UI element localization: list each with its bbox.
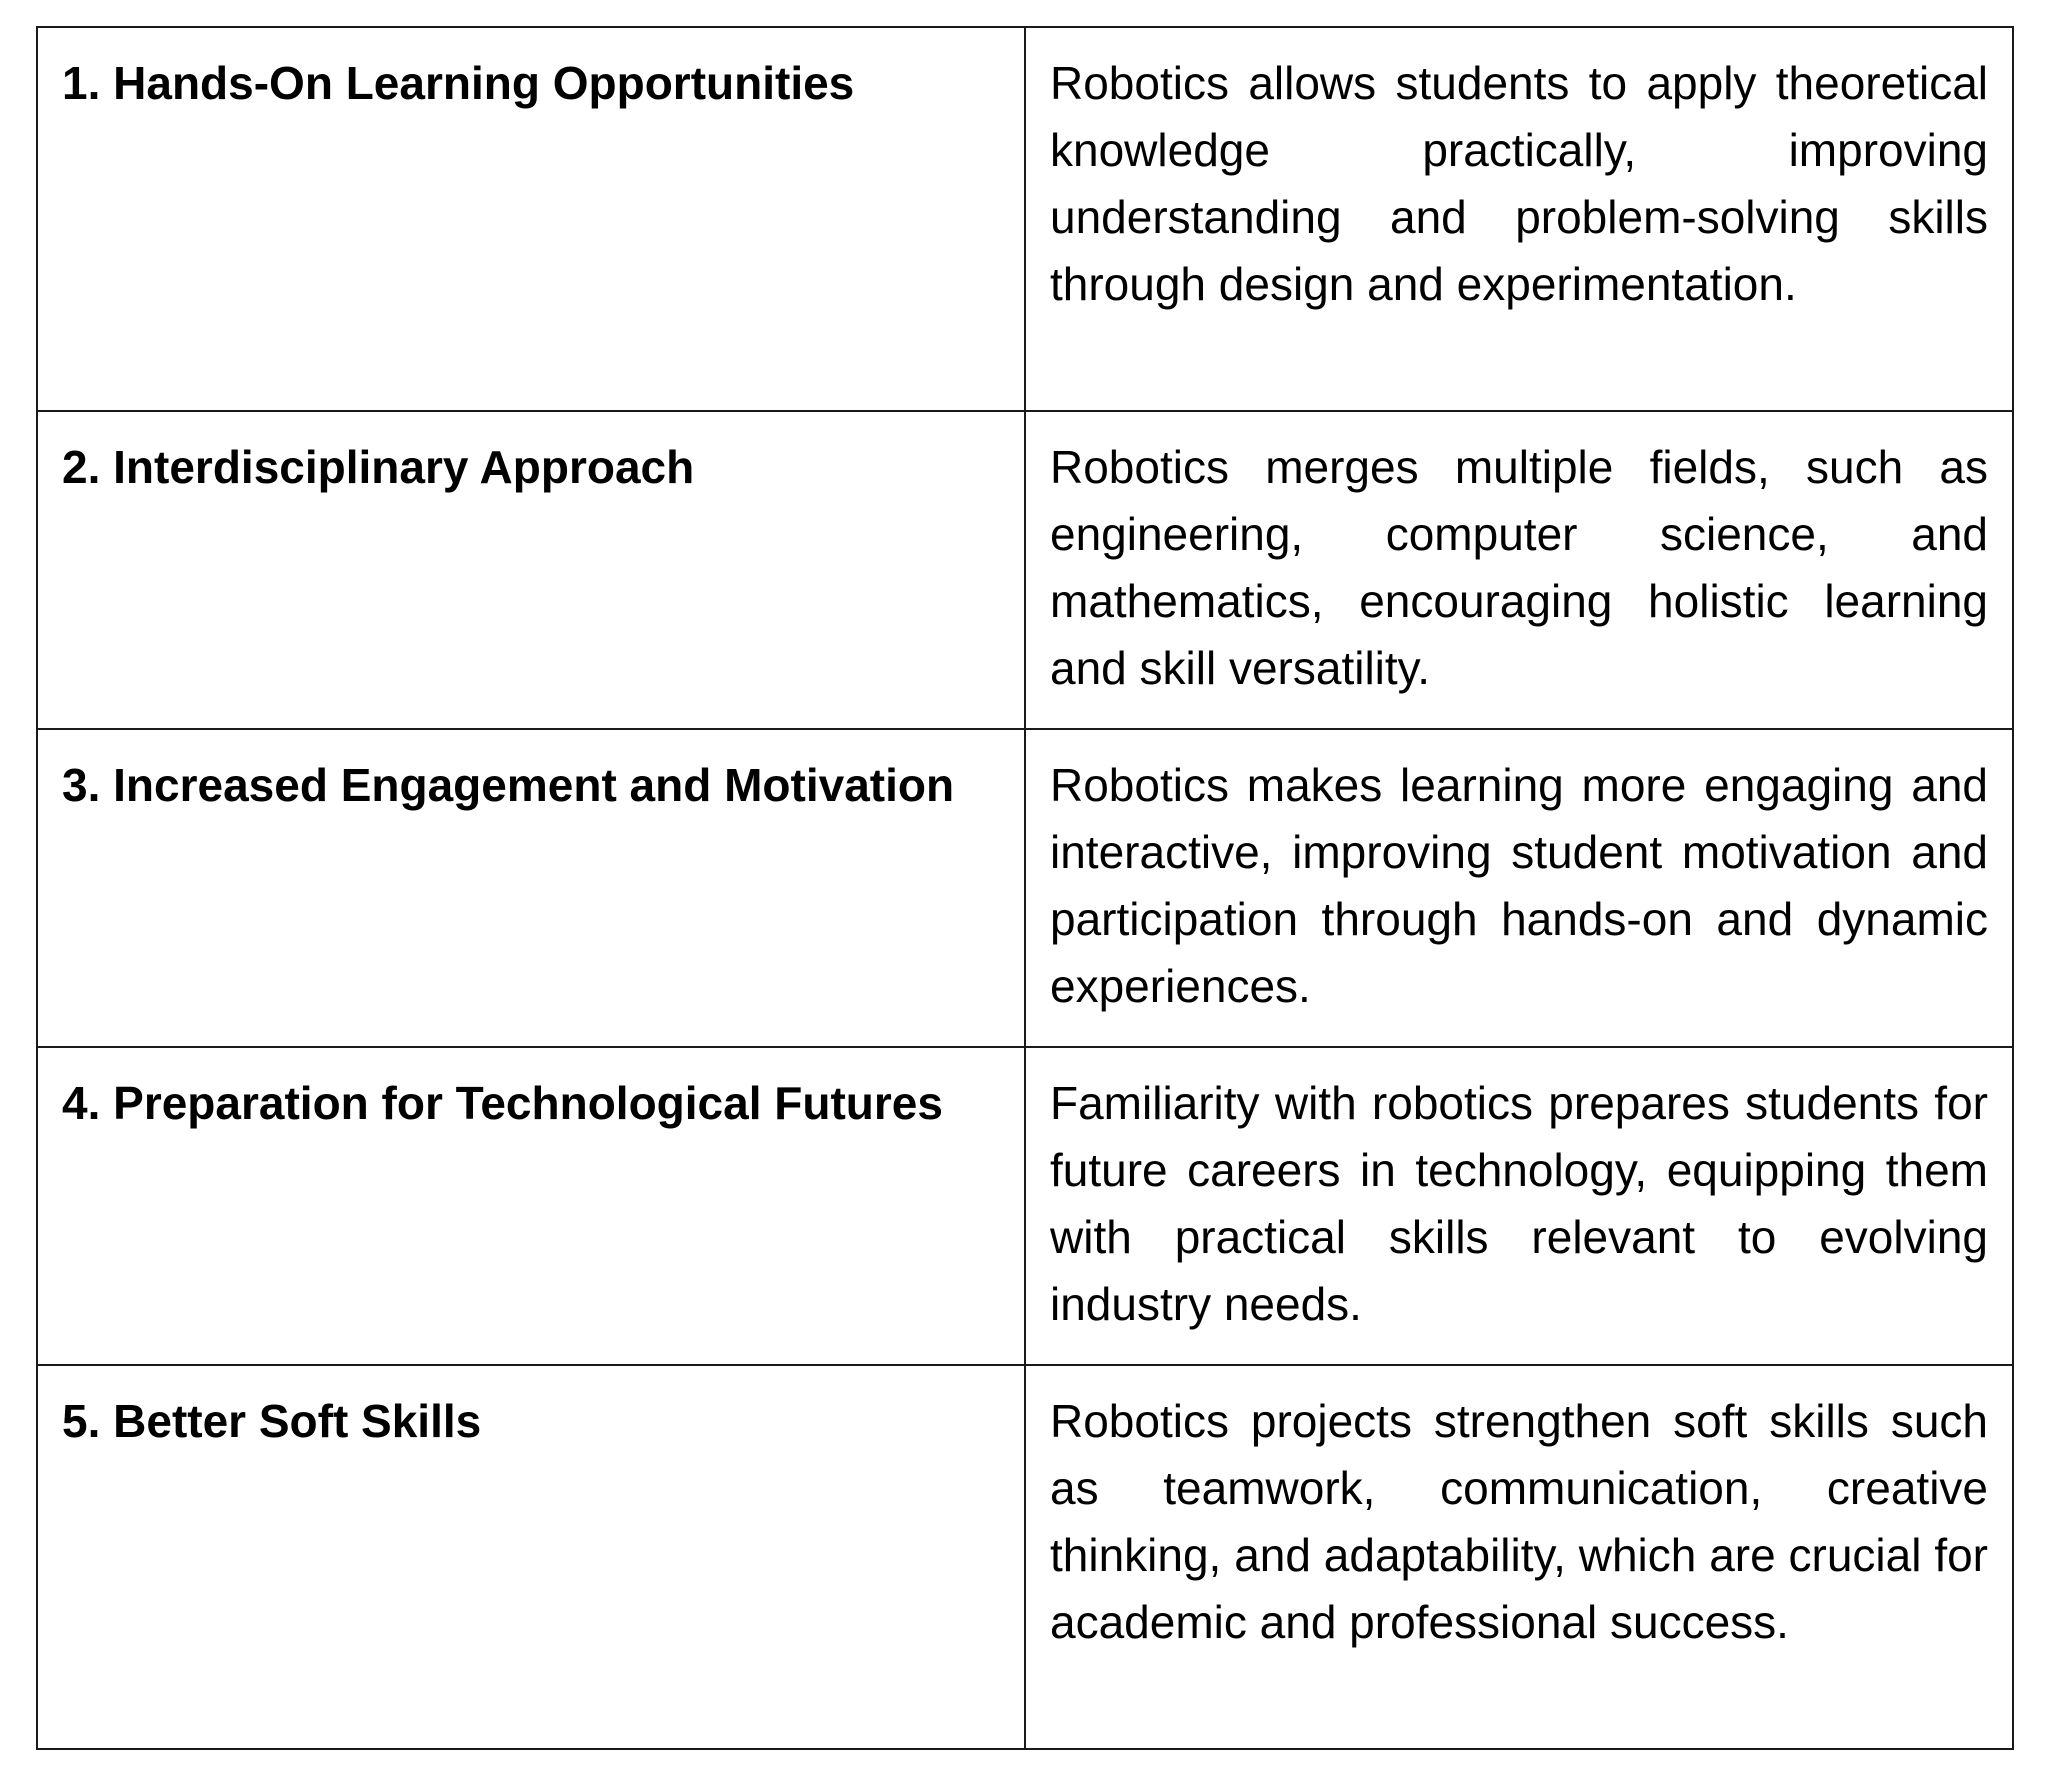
table-row — [37, 729, 2013, 1047]
benefits-table — [36, 26, 2014, 1750]
benefit-cell: 4. Preparation for Technological Futures — [37, 1047, 1025, 1365]
description-cell: Robotics projects strengthen soft skills such as teamwork, communication, creative thinking, and adaptability, which are crucial for academic and professional success. — [1025, 1365, 2013, 1749]
benefit-cell: 1. Hands-On Learning Opportunities — [37, 27, 1025, 411]
description-cell: Robotics makes learning more engaging and interactive, improving student motivation and participation through hands-on and dynamic experiences. — [1025, 729, 2013, 1047]
table-row — [37, 1047, 2013, 1365]
benefit-cell: 2. Interdisciplinary Approach — [37, 411, 1025, 729]
table-row — [37, 27, 2013, 411]
table-row — [37, 411, 2013, 729]
description-cell: Familiarity with robotics prepares students for future careers in technology, equipping them with practical skills relevant to evolving industry needs. — [1025, 1047, 2013, 1365]
description-cell: Robotics merges multiple fields, such as engineering, computer science, and mathematics, encouraging holistic learning and skill versatility. — [1025, 411, 2013, 729]
description-cell: Robotics allows students to apply theoretical knowledge practically, improving understanding and problem-solving skills through design and experimentation. — [1025, 27, 2013, 411]
benefit-cell: 5. Better Soft Skills — [37, 1365, 1025, 1749]
table-row — [37, 1365, 2013, 1749]
benefit-cell: 3. Increased Engagement and Motivation — [37, 729, 1025, 1047]
